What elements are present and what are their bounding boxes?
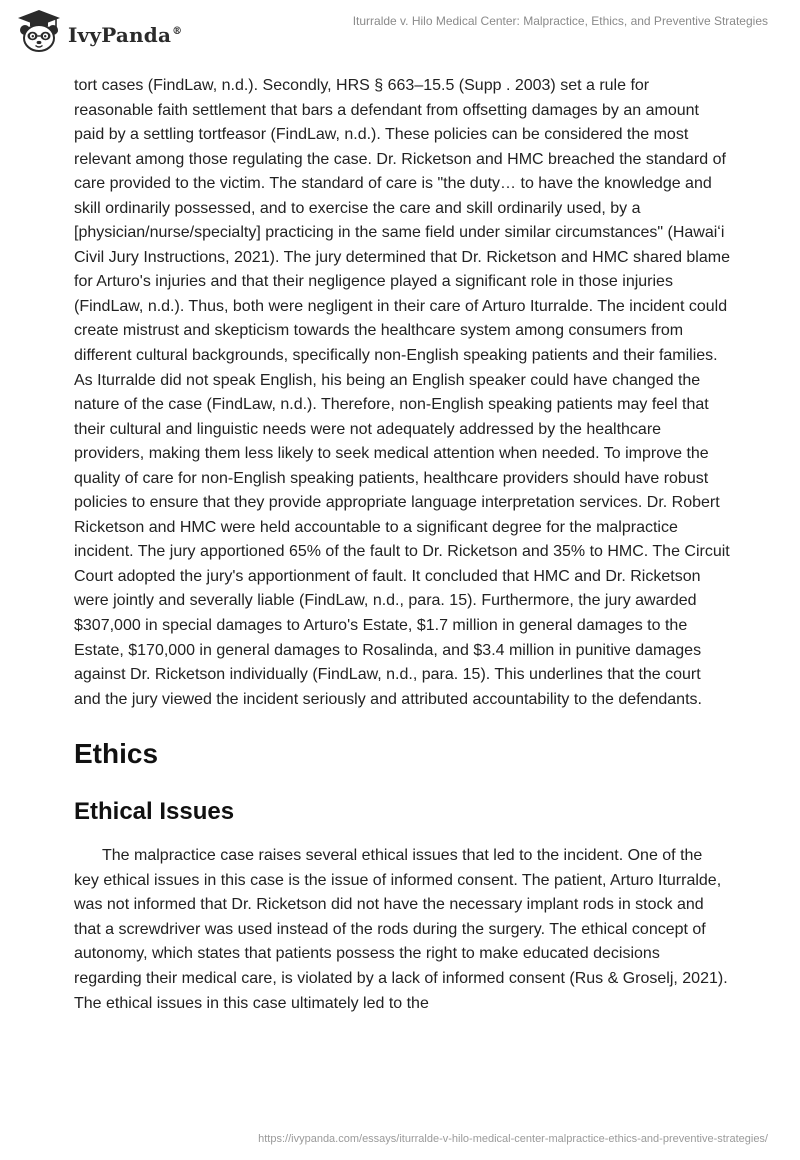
ivypanda-logo[interactable] xyxy=(16,8,182,59)
registered-mark: ® xyxy=(172,25,183,37)
brand-name: IvyPanda® xyxy=(68,22,183,47)
body-paragraph: tort cases (FindLaw, n.d.). Secondly, HRS § 663–15.5 (Supp . 2003) set a rule for reasonable faith settlement that bars a defendant from offsetting damages by an amount paid by a settling tortfeasor (FindLaw, n.d.). These policies can be considered the most relevant among those regulating the case. Dr. Ricketson and HMC breached the standard of care provided to the victim. The standard of care is "the duty… to have the knowledge and skill ordinarily possessed, and to exercise the care and skill ordinarily used, by a [physician/nurse/specialty] practicing in the same field under similar circumstances" (Hawaiʻi Civil Jury Instructions, 2021). The jury determined that Dr. Ricketson and HMC shared blame for Arturo's injuries and that their negligence played a significant role in those injuries (FindLaw, n.d.). Thus, both were negligent in their care of Arturo Iturralde. The incident could create mistrust and skepticism towards the healthcare system among consumers from different cultural backgrounds, specifically non-English speaking patients and their families. As Iturralde did not speak English, his being an English speaker could have changed the nature of the case (FindLaw, n.d.). Therefore, non-English speaking patients may feel that their cultural and linguistic needs were not adequately addressed by the healthcare providers, making them less likely to seek medical attention when needed. To improve the quality of care for non-English speaking patients, healthcare providers should have robust policies to ensure that they provide appropriate language interpretation services. Dr. Robert Ricketson and HMC were held accountable to a significant degree for the malpractice incident. The jury apportioned 65% of the fault to Dr. Ricketson and 35% to HMC. The Circuit Court adopted the jury's apportionment of fault. It concluded that HMC and Dr. Ricketson were jointly and severally liable (FindLaw, n.d., para. 15). Furthermore, the jury awarded $307,000 in special damages to Arturo's Estate, $1.7 million in general damages to the Estate, $170,000 in general damages to Rosalinda, and $3.4 million in punitive damages against Dr. Ricketson individually (FindLaw, n.d., para. 15). This underlines that the court and the jury viewed the incident seriously and attributed accountability to the defendants. xyxy=(74,77,730,708)
document-title: Iturralde v. Hilo Medical Center: Malpractice, Ethics, and Preventive Strategies xyxy=(352,14,768,28)
section-heading-ethics: Ethics xyxy=(74,738,159,770)
page-header xyxy=(0,0,800,60)
source-url: https://ivypanda.com/essays/iturralde-v-hilo-medical-center-malpractice-ethics-and-preventive-strategies/ xyxy=(258,1133,768,1145)
essay-content xyxy=(74,74,730,1016)
panda-graduate-icon xyxy=(16,8,62,59)
subsection-heading-ethical-issues: Ethical Issues xyxy=(74,798,235,826)
body-paragraph: The malpractice case raises several ethical issues that led to the incident. One of the key ethical issues in this case is the issue of informed consent. The patient, Arturo Iturralde, was not informed that Dr. Ricketson did not have the necessary implant rods in stock and that a screwdriver was used instead of the rods during the surgery. The ethical concept of autonomy, which states that patients possess the right to make educated decisions regarding their medical care, is violated by a lack of informed consent (Rus & Groselj, 2021). The ethical issues in this case ultimately led to the xyxy=(74,847,728,1012)
